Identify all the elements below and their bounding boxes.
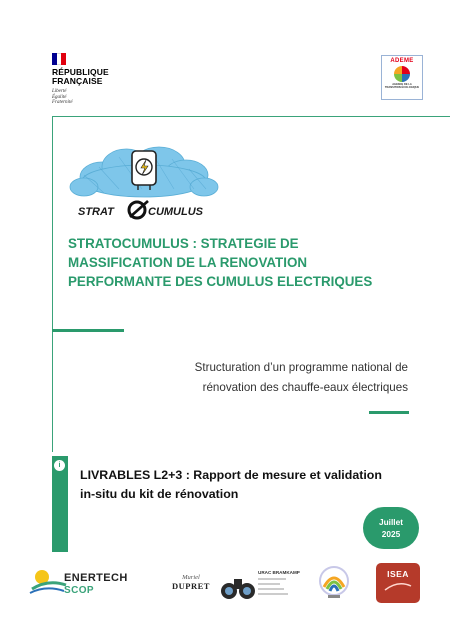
document-subtitle: Structuration d’un programme national de rénovation des chauffe-eaux électriques [194,361,408,394]
isea-swoosh-icon [383,582,413,592]
ademe-logo [381,55,423,100]
ademe-globe-icon [394,66,410,82]
partner-circle-logo [318,565,350,601]
side-band-label: FAITS & CHIFFRES [15,472,22,536]
frame-left-line [52,116,53,452]
deliverable-title: LIVRABLES L2+3 : Rapport de mesure et validation in-situ du kit de rénovation [80,468,382,501]
ademe-name: ADEME [390,58,414,64]
title-accent-line [52,329,124,332]
french-flag-icon [52,53,66,65]
republique-motto: Liberté Égalité Fraternité [52,89,73,106]
logo-word-left: STRAT [78,206,114,218]
muriel-line2: DUPRET [172,581,210,591]
cloud-icon [64,145,222,225]
enertech-name: ENERTECH [64,572,128,584]
urac-name: URAC BRAMKAMP [258,570,300,575]
water-heater-icon [132,151,156,190]
ademe-subtitle: AGENCE DE LA TRANSITION ÉCOLOGIQUE [384,83,420,89]
sun-icon [28,563,68,601]
urac-logo [220,569,300,603]
isea-logo [376,563,420,603]
subtitle-accent-line [369,411,409,414]
logo-word-right: CUMULUS [148,206,203,218]
date-month: Juillet [379,517,403,527]
info-circle-icon: i [54,460,65,471]
enertech-suffix: SCOP [64,585,94,596]
enertech-logo [28,563,160,601]
binoculars-icon [220,569,256,603]
logo-swirl-icon [129,201,148,218]
republique-title: RÉPUBLIQUE FRANÇAISE [52,67,109,86]
document-title: STRATOCUMULUS : STRATEGIE DE MASSIFICATION DE LA RENOVATION PERFORMANTE DES CUMULUS ELECTRIQUES [68,236,373,289]
rainbow-circle-icon [318,565,350,601]
date-badge [363,507,419,549]
urac-details-lines [258,577,292,597]
date-year: 2025 [381,529,401,539]
muriel-dupret-logo [169,574,213,600]
isea-name: ISEA [387,569,409,579]
muriel-line1: Muriel [182,574,200,581]
stratocumulus-logo [64,145,222,225]
frame-top-line [52,116,450,117]
republique-francaise-logo [52,53,122,106]
